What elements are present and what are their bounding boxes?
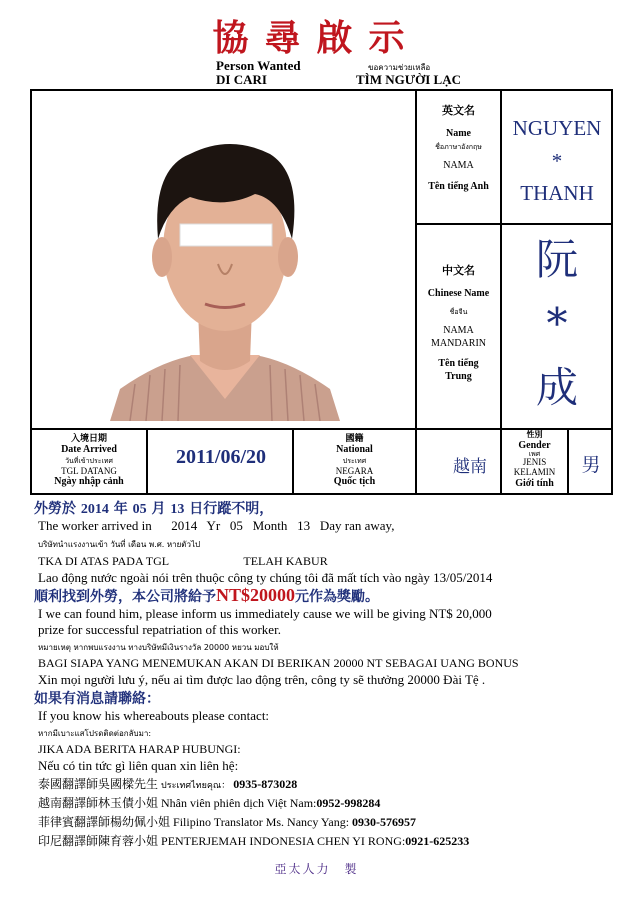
arrival-label: 入境日期 Date Arrived วันที่เข้าประเทศ TGL DATANG Ngày nhập cảnh bbox=[54, 434, 124, 488]
nationality-value: 越南 bbox=[453, 457, 487, 477]
poster-title: 協尋啟示 bbox=[212, 17, 421, 59]
missing-notice-th: บริษัทนำแรงงานเข้า วันที่ เดือน พ.ศ. หายตัวไป bbox=[38, 540, 201, 549]
contact-heading-id: JIKA ADA BERITA HARAP HUBUNGI: bbox=[38, 742, 241, 756]
label-zh: 英文名 bbox=[442, 104, 475, 117]
divider bbox=[415, 428, 417, 495]
reward-vi: Xin mọi người lưu ý, nếu ai tìm được lao động trên, công ty sẽ thưởng 20000 Đài Tệ . bbox=[38, 672, 486, 687]
label-en: Chinese Name bbox=[427, 287, 490, 299]
contact-indonesia: 印尼翻譯師陳育蓉小姐 PENTERJEMAH INDONESIA CHEN YI RONG:0921-625233 bbox=[38, 834, 470, 848]
publisher-footer: 亞太人力 製 bbox=[274, 862, 359, 876]
reward-id: BAGI SIAPA YANG MENEMUKAN AKAN DI BERIKAN 20000 NT SEBAGAI UANG BONUS bbox=[38, 656, 519, 670]
label-th: ชื่อจีน bbox=[449, 308, 468, 317]
contact-thai: 泰國翻譯師吳國樑先生 ประเทศไทยคุณ： 0935-873028 bbox=[38, 777, 298, 791]
title-vietnamese: TÌM NGƯỜI LẠC bbox=[356, 72, 461, 87]
label-th: ชื่อภาษาอังกฤษ bbox=[435, 143, 482, 152]
reward-en-1: I we can found him, please inform us immediately cause we will be giving NT$ 20,000 bbox=[38, 606, 492, 621]
english-name-label bbox=[417, 104, 500, 193]
label-id: NAMA bbox=[443, 160, 474, 171]
contact-heading-zh: 如果有消息請聯絡： bbox=[34, 691, 160, 707]
label-id: NAMA MANDARIN bbox=[431, 325, 486, 349]
reward-en-2: prize for successful repatriation of this worker. bbox=[38, 622, 281, 637]
label-vi: Tên tiếng Anh bbox=[428, 180, 489, 192]
label-vi: Tên tiếng Trung bbox=[438, 358, 479, 382]
chinese-name-label bbox=[417, 264, 500, 383]
label-zh: 中文名 bbox=[442, 264, 475, 277]
title-indonesian: DI CARI bbox=[216, 72, 267, 87]
reward-th: หมายเหตุ หากพบแรงงาน ทางบริษัทมีเงินรางวัล 20000 หยวน มอบให้ bbox=[38, 643, 279, 652]
missing-notice-vi: Lao động nước ngoài nói trên thuộc công ty chúng tôi đã mất tích vào ngày 13/05/2014 bbox=[38, 570, 493, 585]
missing-notice-id: TKA DI ATAS PADA TGL TELAH KABUR bbox=[38, 554, 328, 568]
missing-notice-en: The worker arrived in 2014 Yr 05 Month 13 Day ran away, bbox=[38, 518, 395, 533]
label-en: Name bbox=[446, 127, 471, 139]
contact-heading-en: If you know his whereabouts please contact: bbox=[38, 708, 270, 723]
contact-philippines: 菲律賓翻譯師楊幼佩小姐 Filipino Translator Ms. Nancy Yang: 0930-576957 bbox=[38, 815, 417, 829]
person-photo bbox=[40, 99, 410, 421]
contact-heading-th: หากมีเบาะแสโปรดติดต่อกลับมา: bbox=[38, 729, 152, 738]
chinese-name-value: 阮 * 成 bbox=[535, 235, 578, 412]
gender-label: 性別 Gender เพศ JENIS KELAMIN Giới tính bbox=[513, 430, 556, 490]
contact-heading-vi: Nếu có tin tức gì liên quan xin liên hệ: bbox=[38, 758, 239, 773]
contact-vietnam: 越南翻譯師林玉債小姐 Nhân viên phiên dịch Việt Nam:0952-998284 bbox=[38, 796, 381, 810]
gender-value: 男 bbox=[581, 454, 601, 476]
title-english: Person Wanted bbox=[216, 58, 301, 73]
english-name-value: NGUYEN * THANH bbox=[512, 116, 602, 206]
nationality-label: 國籍 National ประเทศ NEGARA Quốc tịch bbox=[333, 434, 376, 488]
arrival-date-value: 2011/06/20 bbox=[175, 446, 266, 468]
reward-amount: NT$20000 bbox=[216, 585, 296, 605]
missing-notice-zh: 外勞於 2014 年 05 月 13 日行蹤不明， bbox=[34, 501, 274, 517]
divider bbox=[415, 223, 613, 225]
title-thai: ขอความช่วยเหลือ bbox=[368, 63, 431, 72]
divider bbox=[30, 428, 613, 430]
reward-zh: 順利找到外勞，本公司將給予NT$20000元作為獎勵。 bbox=[34, 585, 380, 605]
